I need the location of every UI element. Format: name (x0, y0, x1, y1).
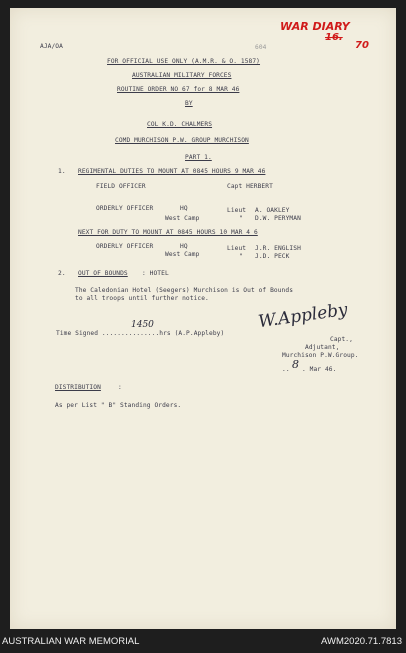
section-2-subject: : HOTEL (142, 270, 169, 277)
war-diary-annotation: WAR DIARY (280, 20, 350, 33)
time-signed-line: Time Signed ...............hrs (A.P.Appleby) (56, 330, 225, 337)
orderly-officer-label: ORDERLY OFFICER (96, 205, 154, 212)
date-dots: .. (282, 366, 290, 373)
section-1-number: 1. (58, 168, 66, 175)
next-camp: West Camp (165, 251, 200, 258)
signatory-title: Adjutant, (305, 344, 340, 351)
reference-left: AJA/OA (40, 43, 63, 50)
annotation-number-2: 70 (355, 40, 369, 51)
signature: W.Appleby (257, 299, 349, 333)
part-heading: PART 1. (185, 154, 212, 161)
next-name-1: J.R. ENGLISH (255, 245, 301, 252)
distribution-heading: DISTRIBUTION (55, 384, 101, 391)
orderly-hq: HQ (180, 205, 188, 212)
orderly-rank-2: " (239, 215, 243, 222)
reference-right: 604 (255, 44, 267, 51)
section-2-heading: OUT OF BOUNDS (78, 270, 128, 277)
footer-bar (0, 630, 406, 653)
command-title: COMD MURCHISON P.W. GROUP MURCHISON (115, 137, 249, 144)
field-officer-value: Capt HERBERT (227, 183, 273, 190)
footer-right-text: AWM2020.71.7813 (321, 636, 402, 647)
next-orderly-label: ORDERLY OFFICER (96, 243, 154, 250)
section-1-heading: REGIMENTAL DUTIES TO MOUNT AT 0845 HOURS 9 MAR 46 (78, 168, 266, 175)
annotation-number: 16. (325, 32, 343, 43)
next-rank-2: " (239, 253, 243, 260)
orderly-name-2: D.W. PERYMAN (255, 215, 301, 222)
order-number: ROUTINE ORDER NO 67 for 8 MAR 46 (117, 86, 240, 93)
classification-line: FOR OFFICIAL USE ONLY (A.M.R. & O. 1587) (107, 58, 261, 65)
section-2-text-1: The Caledonian Hotel (Seegers) Murchison is Out of Bounds (75, 287, 294, 294)
section-2-text-2: to all troops until further notice. (75, 295, 209, 302)
next-name-2: J.D. PECK (255, 253, 290, 260)
orderly-rank-1: Lieut (227, 207, 247, 214)
distribution-colon: : (118, 384, 122, 391)
document-page (10, 8, 396, 629)
by-line: BY (185, 100, 193, 107)
date-day: 8 (292, 358, 299, 371)
orderly-name-1: A. OAKLEY (255, 207, 290, 214)
distribution-text: As per List " B" Standing Orders. (55, 402, 182, 409)
field-officer-label: FIELD OFFICER (96, 183, 146, 190)
section-2-number: 2. (58, 270, 66, 277)
commander-name: COL K.D. CHALMERS (147, 121, 213, 128)
force-title: AUSTRALIAN MILITARY FORCES (132, 72, 232, 79)
time-signed-value: 1450 (131, 320, 154, 330)
date-rest: . Mar 46. (302, 366, 337, 373)
next-hq: HQ (180, 243, 188, 250)
next-rank-1: Lieut (227, 245, 247, 252)
footer-left-text: AUSTRALIAN WAR MEMORIAL (2, 636, 140, 647)
signatory-rank: Capt., (330, 336, 353, 343)
orderly-camp: West Camp (165, 215, 200, 222)
signatory-unit: Murchison P.W.Group. (282, 352, 359, 359)
next-duty-heading: NEXT FOR DUTY TO MOUNT AT 0845 HOURS 10 MAR 4 6 (78, 229, 258, 236)
